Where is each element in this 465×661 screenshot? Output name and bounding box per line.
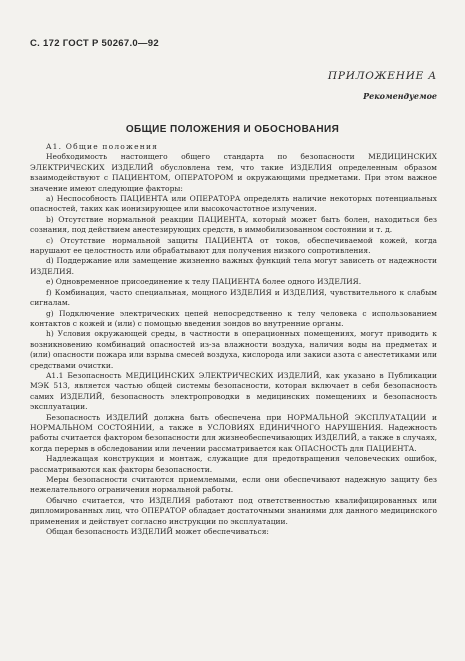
paragraph: Необходимость настоящего общего стандарта по безопасности МЕДИЦИНСКИХ ЭЛЕКТРИЧЕСКИХ ИЗДЕЛИЙ обусловлена тем, что такие ИЗДЕЛИЯ определенным образом взаимодействуют с ПАЦИЕНТОМ, ОПЕРАТОРОМ и окружающими предметами. При этом важное значение имеют следующие факторы: bbox=[30, 152, 437, 193]
list-item-d: d) Поддержание или замещение жизненно важных функций тела могут зависеть от надежности ИЗДЕЛИЯ. bbox=[30, 256, 437, 276]
paragraph: Обычно считается, что ИЗДЕЛИЯ работают под ответственностью квалифицированных или дипломированных лиц, что ОПЕРАТОР обладает достаточными знаниями для данного медицинского применения и действует согласно инструкции по эксплуатации. bbox=[30, 495, 437, 526]
subsection-heading: A1. Общие положения bbox=[46, 142, 159, 151]
list-item-b: b) Отсутствие нормальной реакции ПАЦИЕНТА, который может быть болен, находиться без сознания, под действием анестезирующих средств, в иммобилизованном состоянии и т. д. bbox=[30, 214, 437, 235]
paragraph: Безопасность ИЗДЕЛИЙ должна быть обеспечена при НОРМАЛЬНОЙ ЭКСПЛУАТАЦИИ и НОРМАЛЬНОМ СОСТОЯНИИ, а также в УСЛОВИЯХ ЕДИНИЧНОГО НАРУШЕНИЯ. Надежность работы считается фактором безопасности для жизнеобеспечивающих ИЗДЕЛИЙ, а также в случаях, когда перерыв в обследовании или лечении рассматривается как ОПАСНОСТЬ для ПАЦИЕНТА. bbox=[30, 412, 437, 453]
list-item-g: g) Подключение электрических цепей непосредственно к телу человека с использованием контактов с кожей и (или) с помощью введения зондов во внутренние органы. bbox=[30, 308, 437, 328]
list-item-f: f) Комбинация, часто специальная, мощного ИЗДЕЛИЯ и ИЗДЕЛИЯ, чувствительного к слабым сигналам. bbox=[30, 287, 437, 308]
paragraph: Общая безопасность ИЗДЕЛИЙ может обеспечиваться: bbox=[46, 527, 269, 537]
paragraph-a1-1: A1.1 Безопасность МЕДИЦИНСКИХ ЭЛЕКТРИЧЕСКИХ ИЗДЕЛИЙ, как указано в Публикации МЭК 513, является частью общей системы безопасности, которая включает в себя безопасность самих ИЗДЕЛИЙ, безопасность электропроводки в медицинских помещениях и безопасность эксплуатации. bbox=[30, 370, 437, 412]
section-title: ОБЩИЕ ПОЛОЖЕНИЯ И ОБОСНОВАНИЯ bbox=[125, 124, 340, 135]
appendix-block bbox=[277, 70, 437, 101]
list-item-a: а) Неспособность ПАЦИЕНТА или ОПЕРАТОРА определять наличие некоторых потенциальных опасностей, таких как ионизирующее или высокочастотное излучения. bbox=[30, 194, 437, 214]
page-header: С. 172 ГОСТ Р 50267.0—92 bbox=[30, 38, 159, 49]
list-item-e: e) Одновременное присоединение к телу ПАЦИЕНТА более одного ИЗДЕЛИЯ. bbox=[46, 277, 362, 287]
appendix-status: Рекомендуемое bbox=[363, 91, 437, 101]
paragraph: Надлежащая конструкция и монтаж, служащие для предотвращения человеческих ошибок, рассматриваются как факторы безопасности. bbox=[30, 454, 437, 474]
appendix-label: ПРИЛОЖЕНИЕ А bbox=[327, 70, 437, 82]
body-text bbox=[30, 142, 437, 537]
list-item-c: c) Отсутствие нормальной защиты ПАЦИЕНТА от токов, обеспечиваемой кожей, когда нарушают ее целостность или обрабатывают для получения низкого сопротивления. bbox=[30, 235, 437, 256]
paragraph: Меры безопасности считаются приемлемыми, если они обеспечивают надежную защиту без нежелательного ограничения нормальной работы. bbox=[30, 475, 437, 495]
list-item-h: h) Условия окружающей среды, в частности в операционных помещениях, могут приводить к возникновению комбинаций опасностей из-за влажности воздуха, наличия воды на предметах и (или) опасности пожара или взрыва смесей воздуха, кислорода или закиси азота с анестетиками или средствами очистки. bbox=[30, 329, 437, 370]
